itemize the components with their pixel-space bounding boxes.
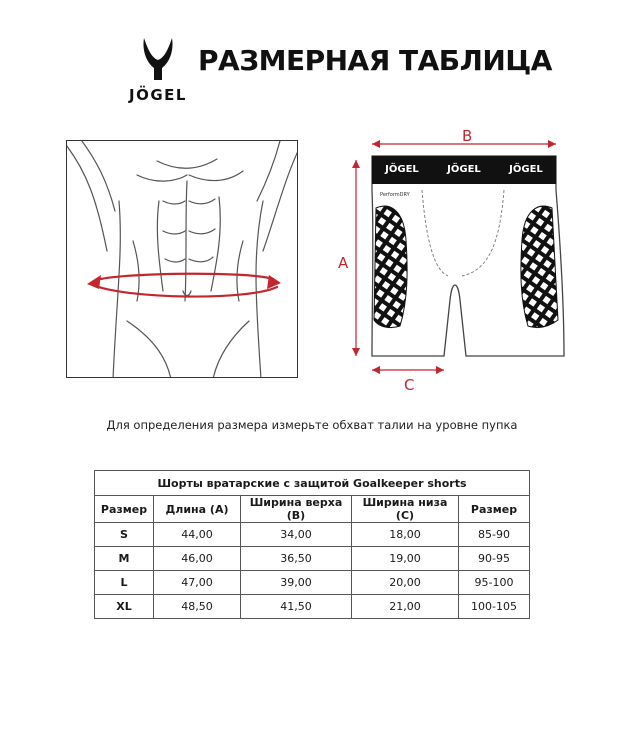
waistband-logo: JÖGEL — [447, 164, 481, 175]
waist-measurement-illustration — [66, 140, 298, 378]
table-caption: Шорты вратарские с защитой Goalkeeper shorts — [95, 471, 530, 496]
logo-mark-icon — [140, 36, 176, 82]
cell-length: 48,50 — [154, 595, 241, 619]
cell-size: M — [95, 547, 154, 571]
dimension-label-a: A — [338, 254, 349, 272]
cell-top-width: 39,00 — [241, 571, 352, 595]
size-chart-table — [94, 470, 530, 619]
cell-bottom-width: 18,00 — [352, 523, 459, 547]
cell-bottom-width: 19,00 — [352, 547, 459, 571]
logo-wordmark: JÖGEL — [129, 86, 187, 104]
cell-top-width: 34,00 — [241, 523, 352, 547]
table-row — [95, 523, 530, 547]
cell-bottom-width: 21,00 — [352, 595, 459, 619]
table-header-row — [95, 496, 530, 523]
torso-drawing — [67, 141, 298, 378]
brand-logo — [118, 36, 198, 106]
column-header-size: Размер — [95, 496, 154, 523]
shorts-measurement-illustration — [330, 127, 600, 400]
cell-waist: 85-90 — [459, 523, 530, 547]
cell-size: S — [95, 523, 154, 547]
cell-size: XL — [95, 595, 154, 619]
table-row — [95, 547, 530, 571]
column-header-bottom-width: Ширина низа (С) — [352, 496, 459, 523]
dimension-label-c: C — [404, 376, 415, 394]
cell-length: 47,00 — [154, 571, 241, 595]
cell-size: L — [95, 571, 154, 595]
cell-length: 46,00 — [154, 547, 241, 571]
measurement-instruction: Для определения размера измерьте обхват талии на уровне пупка — [106, 418, 518, 432]
column-header-length: Длина (А) — [154, 496, 241, 523]
cell-length: 44,00 — [154, 523, 241, 547]
table-row — [95, 595, 530, 619]
cell-waist: 100-105 — [459, 595, 530, 619]
dimension-label-b: B — [462, 127, 473, 145]
page-title: РАЗМЕРНАЯ ТАБЛИЦА — [198, 44, 552, 77]
fabric-tag: PerformDRY — [380, 192, 410, 198]
column-header-waist: Размер — [459, 496, 530, 523]
cell-waist: 95-100 — [459, 571, 530, 595]
cell-top-width: 41,50 — [241, 595, 352, 619]
column-header-top-width: Ширина верха (В) — [241, 496, 352, 523]
waistband-logo: JÖGEL — [509, 164, 543, 175]
waistband-logo: JÖGEL — [385, 164, 419, 175]
cell-waist: 90-95 — [459, 547, 530, 571]
table-row — [95, 571, 530, 595]
cell-bottom-width: 20,00 — [352, 571, 459, 595]
cell-top-width: 36,50 — [241, 547, 352, 571]
